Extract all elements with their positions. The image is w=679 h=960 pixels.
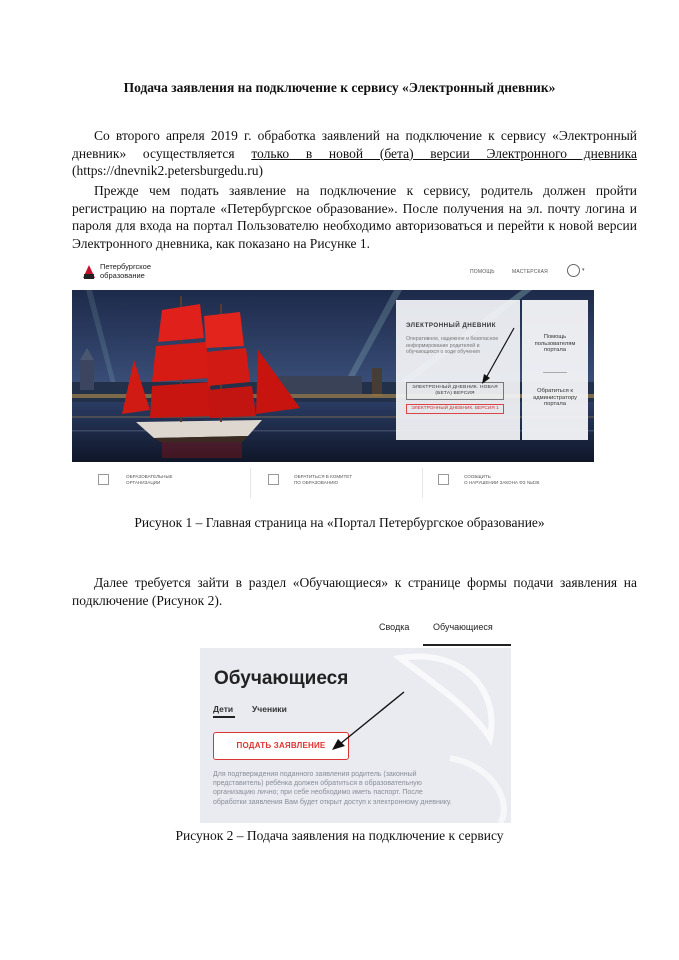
figure-2-caption: Рисунок 2 – Подача заявления на подключение к сервису [175, 828, 504, 843]
electronic-diary-title: ЭЛЕКТРОННЫЙ ДНЕВНИК [406, 322, 497, 329]
tab-students[interactable]: Обучающиеся [433, 622, 493, 632]
footer-committee-line-2: ПО ОБРАЗОВАНИЮ [294, 480, 339, 485]
contact-admin-link[interactable] [522, 388, 588, 408]
subtab-children[interactable]: Дети [213, 704, 234, 714]
hero-banner [72, 290, 594, 462]
version-1-button[interactable]: ЭЛЕКТРОННЫЙ ДНЕВНИК. ВЕРСИЯ 1 [406, 404, 504, 414]
footer-report-line-1: СООБЩИТЬ [464, 474, 491, 479]
application-note: Для подтверждения поданного заявления родитель (законный представитель) ребёнка должен обратиться в образовательную организацию лично; при себе необходимо иметь паспорт. После обработки заявления Вам будет открыт доступ к электронному дневнику. [213, 771, 452, 806]
help-panel [522, 300, 588, 440]
footer-report-line-2: О НАРУШЕНИИ ЗАКОНА ФЗ №436 [464, 480, 540, 485]
figure-1-caption: Рисунок 1 – Главная страница на «Портал Петербургское образование» [134, 515, 545, 530]
figure-portal-homepage [72, 254, 594, 500]
electronic-diary-panel [396, 300, 520, 440]
portal-logo-icon [82, 264, 96, 280]
user-help-link[interactable] [522, 334, 588, 354]
document-title: Подача заявления на подключение к сервису «Электронный дневник» [123, 80, 556, 95]
building-icon [268, 474, 279, 485]
paragraph-intro [72, 127, 637, 180]
paragraph-registration-text: Прежде чем подать заявление на подключение к сервису, родитель должен пройти регистрацию на портале «Петербургское образование». После получения на эл. почту логина и пароля для входа на портал Пользователю необходимо авторизоваться и перейти к новой версии Электронного дневника, как показано на Рисунке 1. [72, 183, 637, 251]
paragraph-intro-url: (https://dnevnik2.petersburgedu.ru) [72, 163, 263, 178]
contact-admin-line-2: администратору [532, 394, 577, 401]
footer-organizations-line-1: ОБРАЗОВАТЕЛЬНЫЕ [126, 474, 173, 479]
beta-version-link[interactable]: только в новой (бета) версии Электронного дневника [251, 145, 637, 161]
dashboard-tabs [365, 612, 515, 648]
footer-divider [250, 468, 251, 498]
electronic-diary-description: Оперативное, надежное и безопасное информирование родителей и обучающихся о ходе обучения [406, 336, 499, 355]
nav-help-link[interactable]: ПОМОЩЬ [470, 269, 495, 275]
footer-organizations-link[interactable] [126, 474, 173, 486]
contact-admin-line-1: Обратиться к [537, 388, 573, 394]
edit-icon [438, 474, 449, 485]
new-beta-version-label-2: (БЕТА) ВЕРСИЯ [435, 391, 475, 396]
user-avatar-icon[interactable] [567, 264, 580, 277]
paragraph-students-section [72, 574, 637, 609]
footer-committee-link[interactable] [294, 474, 352, 486]
search-document-icon [98, 474, 109, 485]
figure-students-page [200, 648, 511, 823]
user-help-line-2: пользователям [534, 340, 576, 347]
portal-footer [72, 462, 594, 500]
active-tab-indicator [423, 644, 511, 646]
footer-divider [422, 468, 423, 498]
pointer-arrow-icon [396, 300, 520, 440]
new-beta-version-label-1: ЭЛЕКТРОННЫЙ ДНЕВНИК. НОВАЯ [412, 385, 498, 390]
nav-workshop-link[interactable]: МАСТЕРСКАЯ [512, 269, 548, 275]
contact-admin-line-3: портала [544, 401, 566, 408]
footer-report-link[interactable] [464, 474, 539, 486]
user-help-line-3: портала [544, 347, 566, 354]
students-heading: Обучающиеся [214, 668, 349, 689]
paragraph-students-text: Далее требуется зайти в раздел «Обучающиеся» к странице формы подачи заявления на подключение (Рисунок 2). [72, 575, 637, 608]
logo-line-2: образование [100, 270, 145, 280]
tab-summary[interactable]: Сводка [379, 622, 410, 632]
footer-organizations-line-2: ОРГАНИЗАЦИИ [126, 480, 161, 485]
chevron-down-icon[interactable]: ▾ [582, 267, 585, 273]
portal-header [72, 254, 594, 291]
logo-line-1: Петербургское [100, 262, 152, 271]
user-help-line-1: Помощь [543, 334, 567, 340]
paragraph-registration [72, 182, 637, 252]
subtab-pupils[interactable]: Ученики [252, 704, 287, 714]
footer-committee-line-1: ОБРАТИТЬСЯ В КОМИТЕТ [294, 474, 353, 479]
submit-application-button[interactable]: ПОДАТЬ ЗАЯВЛЕНИЕ [213, 732, 349, 760]
help-divider [543, 372, 567, 373]
paragraph-intro-text: Со второго апреля 2019 г. обработка заявлений на подключение к сервису «Электронный дневник» осуществляется [72, 128, 637, 161]
portal-logo-text [100, 263, 151, 280]
